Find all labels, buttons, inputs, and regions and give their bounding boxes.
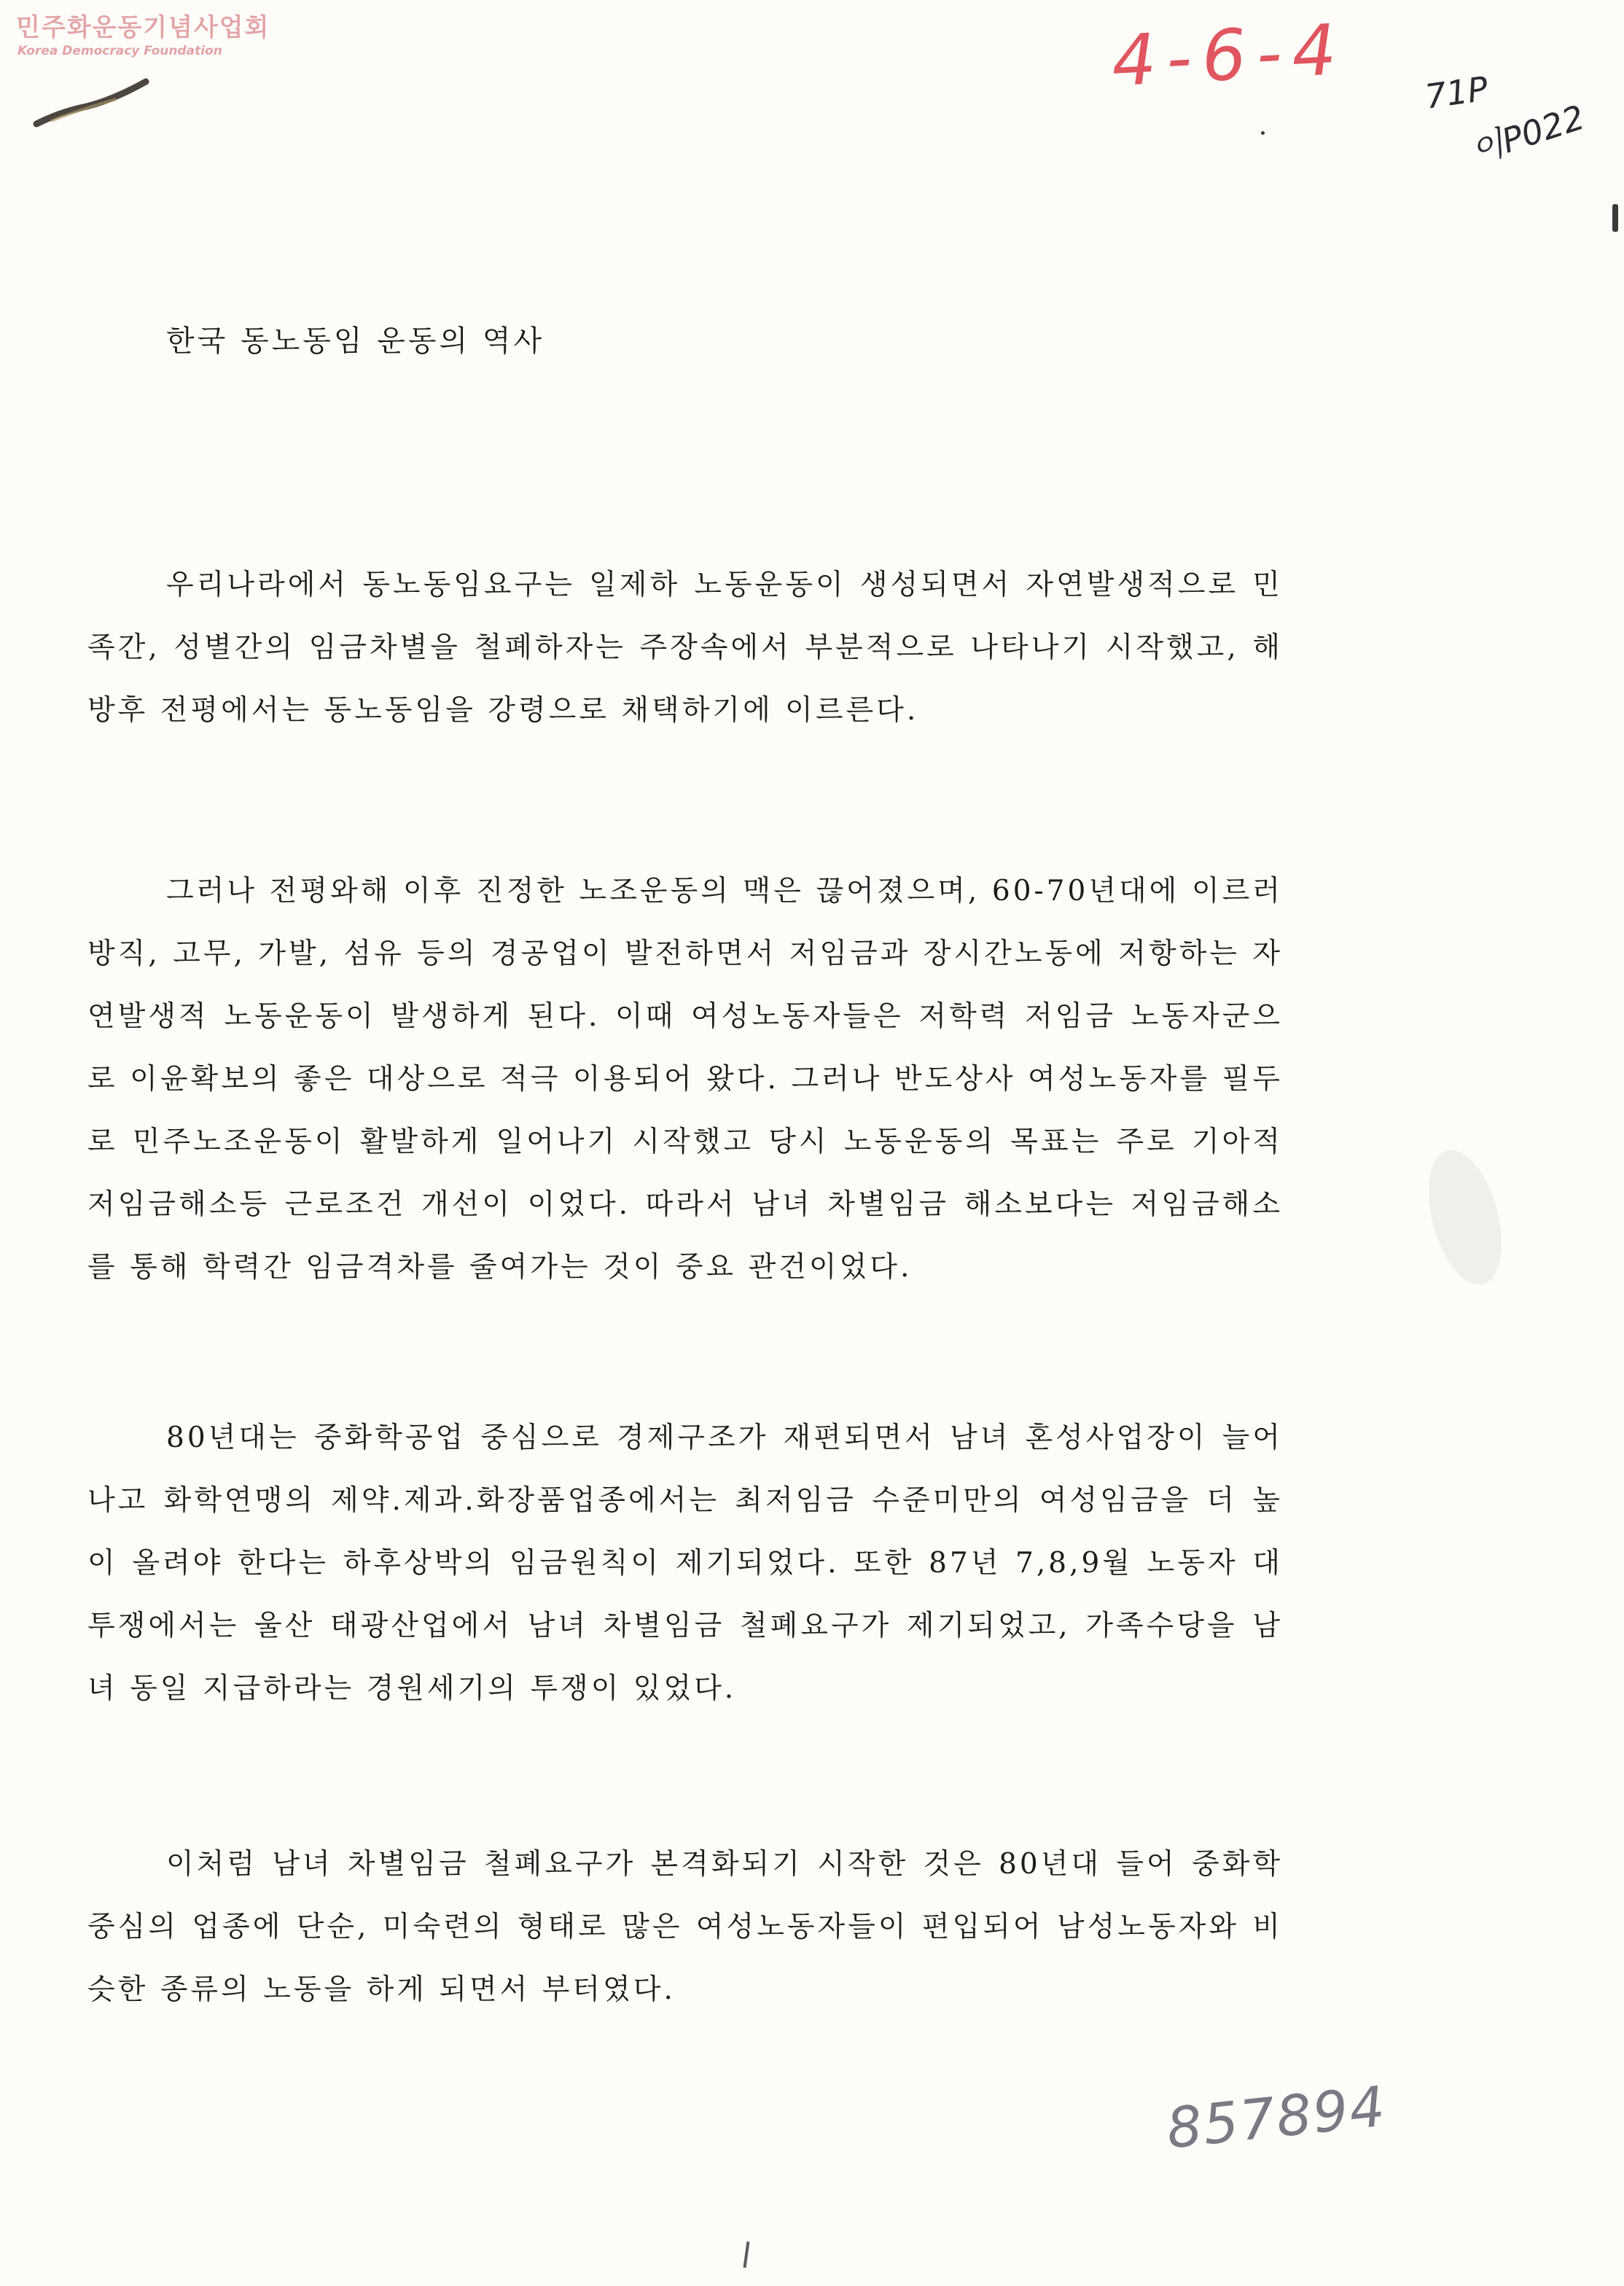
watermark-korean: 민주화운동기념사업회 bbox=[16, 13, 270, 42]
document-title: 한국 동노동임 운동의 역사 bbox=[166, 324, 545, 358]
handwritten-note-line1: 71P bbox=[1422, 69, 1491, 117]
edge-mark bbox=[1612, 204, 1618, 232]
paragraph-2: 그러나 전평와해 이후 진정한 노조운동의 맥은 끊어졌으며, 60-70년대에 이르러 방직, 고무, 가발, 섬유 등의 경공업이 발전하면서 저임금과 장시간노동에 저항하는 자연발생적 노동운동이 발생하게 된다. 이때 여성노동자들은 저학력 저임금 노동자군으로 이윤확보의 좋은 대상으로 적극 이용되어 왔다. 그러나 반도상사 여성노동자를 필두로 민주노조운동이 활발하게 일어나기 시작했고 당시 노동운동의 목표는 주로 기아적 저임금해소등 근로조건 개선이 이었다. 따라서 남녀 차별임금 해소보다는 저임금해소를 통해 학력간 임금격차를 줄여가는 것이 중요 관건이었다. bbox=[87, 875, 1283, 1284]
paragraph-4: 이처럼 남녀 차별임금 철폐요구가 본격화되기 시작한 것은 80년대 들어 중화학중심의 업종에 단순, 미숙련의 형태로 많은 여성노동자들이 편입되어 남성노동자와 비슷한 종류의 노동을 하게 되면서 부터였다. bbox=[87, 1848, 1283, 2006]
ink-dot bbox=[1261, 131, 1265, 135]
fingerprint-smudge bbox=[1416, 1142, 1515, 1293]
watermark-english: Korea Democracy Foundation bbox=[17, 44, 222, 58]
ink-smudge bbox=[29, 73, 153, 139]
handwritten-note-line2: 이P022 bbox=[1466, 97, 1590, 171]
handwritten-code: 4-6-4 bbox=[1109, 8, 1349, 103]
paragraph-3: 80년대는 중화학공업 중심으로 경제구조가 재편되면서 남녀 혼성사업장이 늘어나고 화학연맹의 제약.제과.화장품업종에서는 최저임금 수준미만의 여성임금을 더 높이 올려야 한다는 하후상박의 임금원칙이 제기되었다. 또한 87년 7,8,9월 노동자 대투쟁에서는 울산 태광산업에서 남녀 차별임금 철폐요구가 제기되었고, 가족수당을 남녀 동일 지급하라는 경원세기의 투쟁이 있었다. bbox=[87, 1421, 1283, 1705]
paragraph-1: 우리나라에서 동노동임요구는 일제하 노동운동이 생성되면서 자연발생적으로 민족간, 성별간의 임금차별을 철폐하자는 주장속에서 부분적으로 나타나기 시작했고, 해방후 전평에서는 동노동임을 강령으로 채택하기에 이르른다. bbox=[87, 569, 1283, 727]
page-tick-mark bbox=[743, 2242, 750, 2268]
handwritten-stamp-number: 857894 bbox=[1163, 2073, 1389, 2161]
